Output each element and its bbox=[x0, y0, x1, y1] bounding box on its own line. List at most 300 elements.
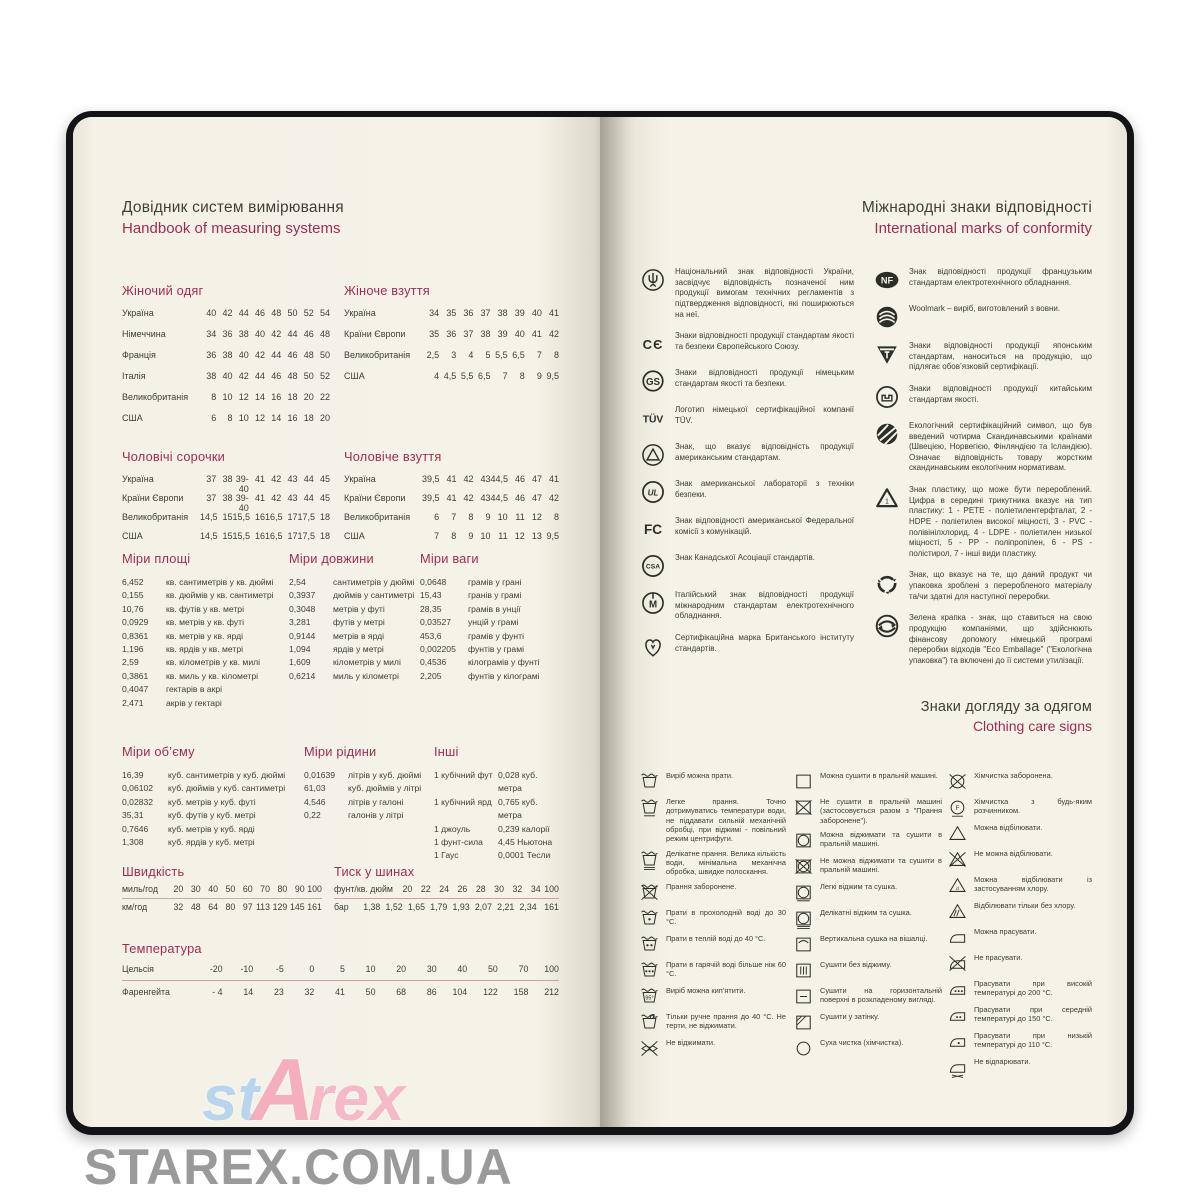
size-value: 40 bbox=[254, 329, 265, 339]
section-heading: Міри довжини bbox=[289, 551, 374, 566]
measure-quantity: 1 кубічний ярд bbox=[434, 796, 492, 807]
row-label: фунт/кв. дюйм bbox=[334, 884, 393, 894]
measure-value: 1,094 bbox=[289, 644, 311, 655]
measure-unit: куб. ярдів у куб. метрі bbox=[168, 837, 255, 848]
sq-c-u2-icon bbox=[794, 908, 813, 929]
care-sign-item bbox=[794, 986, 942, 1007]
size-value: 8 bbox=[519, 371, 525, 381]
size-value: 46 bbox=[254, 308, 265, 318]
size-values bbox=[200, 392, 330, 402]
size-value: 39-40 bbox=[235, 493, 249, 513]
size-value: 10 bbox=[497, 512, 508, 522]
size-value: 41 bbox=[254, 474, 265, 484]
m-jis-icon bbox=[874, 341, 900, 367]
sq-3v-icon bbox=[794, 960, 813, 981]
country-label: Великобританія bbox=[122, 392, 189, 402]
table-women-clothing bbox=[122, 283, 330, 434]
table-value: 212 bbox=[544, 987, 559, 997]
size-value: 44 bbox=[271, 350, 282, 360]
table-value: 97 bbox=[242, 902, 253, 912]
size-row bbox=[344, 371, 559, 392]
size-values bbox=[422, 474, 559, 484]
size-value: 50 bbox=[303, 371, 314, 381]
tub-d1-icon bbox=[640, 908, 659, 929]
care-description: Сушити без віджиму. bbox=[820, 959, 892, 969]
measure-unit: гектарів в акрі bbox=[166, 684, 223, 695]
measure-unit: кв. сантиметрів у кв. дюймі bbox=[166, 577, 274, 587]
care-sign-item bbox=[948, 1031, 1092, 1052]
mark-description: Знак, що вказує на те, що даний продукт чи упаковка зроблені з переробленого матеріалу та/чи здатні для наступної переробки. bbox=[909, 570, 1092, 601]
care-description: Хімчистка з будь-яким розчинником. bbox=[974, 797, 1092, 816]
size-value: 34 bbox=[206, 329, 217, 339]
measure-quantity: 1 Гаус bbox=[434, 850, 459, 861]
size-value: 16 bbox=[254, 512, 265, 522]
m-wool-icon bbox=[874, 304, 900, 330]
section-heading: Температура bbox=[122, 941, 202, 956]
table-value: 14 bbox=[243, 987, 254, 997]
tub-u1-icon bbox=[640, 797, 659, 818]
table-value: 86 bbox=[426, 987, 437, 997]
measure-unit: грамів у фунті bbox=[468, 630, 525, 641]
care-sign-item bbox=[794, 856, 942, 877]
measure-value: 2,471 bbox=[122, 697, 144, 708]
conformity-mark-item bbox=[640, 590, 854, 622]
measure-equivalent: 0,765 куб. метра bbox=[498, 796, 538, 821]
conformity-marks-column-1 bbox=[640, 267, 854, 670]
size-value: 7 bbox=[502, 371, 508, 381]
care-sign-item bbox=[794, 1038, 942, 1059]
care-sign-item bbox=[794, 830, 942, 851]
care-description: Сушити на горизонтальній поверхні в розкладеному вигляді. bbox=[820, 985, 942, 1005]
size-value: 44 bbox=[287, 329, 298, 339]
tub-95-icon bbox=[640, 986, 659, 1007]
tub-icon bbox=[640, 771, 659, 792]
size-value: 43 bbox=[480, 474, 491, 484]
measure-row bbox=[289, 656, 417, 669]
measure-unit: куб. метрів у куб. футі bbox=[168, 796, 256, 807]
measure-value: 1,609 bbox=[289, 657, 311, 668]
table-value: 1,52 bbox=[385, 902, 403, 912]
size-value: 39 bbox=[497, 329, 508, 339]
conformity-mark-item bbox=[874, 570, 1092, 602]
size-value: 8 bbox=[227, 413, 233, 423]
row-values bbox=[394, 884, 559, 894]
table-value: 145 bbox=[289, 902, 305, 912]
size-value: 43 bbox=[287, 474, 298, 484]
measure-row bbox=[122, 643, 284, 656]
size-value: 14 bbox=[271, 413, 282, 423]
measure-value: 1,308 bbox=[122, 837, 144, 848]
country-label: Великобританія bbox=[344, 350, 411, 360]
table-value: 1,38 bbox=[363, 902, 381, 912]
size-value: 8 bbox=[468, 512, 474, 522]
conformity-mark-item bbox=[640, 553, 854, 579]
conformity-mark-item bbox=[640, 331, 854, 357]
care-description: Прасувати при високій температурі до 200 °С. bbox=[974, 979, 1092, 998]
size-values bbox=[422, 308, 559, 318]
size-value: 20 bbox=[303, 392, 314, 402]
m-ccc-icon bbox=[874, 384, 900, 410]
logo-st: st bbox=[202, 1062, 259, 1134]
care-sign-item bbox=[948, 1057, 1092, 1078]
m-rec-tri-icon bbox=[874, 485, 900, 511]
table-value: - 4 bbox=[212, 987, 223, 997]
conformity-mark-item bbox=[640, 442, 854, 468]
size-value: 18 bbox=[287, 392, 298, 402]
starex-logo-watermark bbox=[202, 1040, 405, 1139]
m-imq-icon bbox=[640, 590, 666, 616]
size-value: 12 bbox=[514, 531, 525, 541]
measure-row bbox=[122, 616, 284, 629]
m-fcc-icon bbox=[640, 516, 666, 542]
measure-row bbox=[122, 656, 284, 669]
size-value: 15 bbox=[222, 531, 233, 541]
tri-icon bbox=[948, 823, 967, 844]
size-value: 15,5 bbox=[232, 512, 251, 522]
size-value: 14,5 bbox=[200, 531, 218, 541]
size-value: 40 bbox=[206, 308, 217, 318]
size-value: 37 bbox=[206, 493, 217, 503]
table-value: 2,21 bbox=[497, 902, 515, 912]
measure-value: 0,06102 bbox=[122, 783, 154, 794]
table-weight-measures bbox=[420, 551, 559, 683]
mark-description: Знак відповідності американської Федеральної комісії з комунікацій. bbox=[675, 516, 854, 536]
measure-value: 0,155 bbox=[122, 590, 144, 601]
measure-value: 0,002205 bbox=[420, 644, 456, 655]
row-label: Цельсія bbox=[122, 964, 154, 974]
measure-row bbox=[289, 643, 417, 656]
country-label: США bbox=[344, 371, 365, 381]
size-value: 34 bbox=[429, 308, 440, 318]
measure-equivalent: 0,028 куб. метра bbox=[498, 770, 538, 794]
row-label: бар bbox=[334, 902, 349, 912]
size-value: 42 bbox=[222, 308, 233, 318]
conformity-mark-item bbox=[874, 384, 1092, 410]
size-row bbox=[122, 308, 330, 329]
conformity-mark-item bbox=[874, 613, 1092, 666]
care-sign-item bbox=[948, 849, 1092, 870]
size-value: 4,5 bbox=[443, 371, 457, 381]
table-men-shoes bbox=[344, 449, 559, 550]
section-heading: Жіночий одяг bbox=[122, 283, 204, 298]
size-value: 14 bbox=[254, 392, 265, 402]
table-value: 100 bbox=[544, 964, 559, 974]
table-value: 20 bbox=[402, 884, 413, 894]
size-value: 48 bbox=[287, 371, 298, 381]
care-description: Виріб можна кип’ятити. bbox=[666, 985, 746, 995]
size-value: 42 bbox=[548, 493, 559, 503]
country-label: Країни Європи bbox=[122, 493, 184, 503]
size-value: 48 bbox=[271, 308, 282, 318]
measure-value: 0,01639 bbox=[304, 770, 336, 780]
size-value: 16 bbox=[271, 392, 282, 402]
right-page bbox=[600, 117, 1127, 1127]
care-description: Можна сушити в пральній машині. bbox=[820, 771, 938, 780]
measure-row bbox=[122, 589, 284, 602]
measure-value: 0,3937 bbox=[289, 590, 316, 601]
measure-unit: дюймів у сантиметрі bbox=[333, 590, 415, 601]
size-value: 2,5 bbox=[426, 350, 440, 360]
measure-unit: грамів у грані bbox=[468, 577, 522, 587]
table-value: 0 bbox=[309, 964, 315, 974]
size-value: 52 bbox=[303, 308, 314, 318]
conformity-mark-item bbox=[640, 633, 854, 659]
care-description: Хімчистка заборонена. bbox=[974, 771, 1053, 780]
care-signs-column-1 bbox=[640, 771, 786, 1064]
row-values bbox=[166, 902, 322, 912]
care-description: Легке прання. Точно дотримуватись температури води, не піддавати сильній механічній обробці, при віджимі - повільний режим центрифуги. bbox=[666, 797, 786, 844]
size-value: 46 bbox=[271, 371, 282, 381]
table-value: 50 bbox=[225, 884, 236, 894]
m-csa-icon bbox=[640, 553, 666, 579]
measure-value: 2,59 bbox=[122, 657, 139, 668]
size-row bbox=[122, 413, 330, 434]
tri-cl-icon bbox=[948, 875, 967, 896]
size-value: 18 bbox=[303, 413, 314, 423]
size-value: 48 bbox=[303, 350, 314, 360]
measure-unit: куб. дюймів у куб. сантиметрі bbox=[168, 783, 286, 794]
measure-unit: кв. дюймів у кв. сантиметрі bbox=[166, 590, 274, 601]
m-rec-icon bbox=[874, 570, 900, 596]
open-pages bbox=[73, 117, 1127, 1127]
conformity-mark-item bbox=[874, 267, 1092, 293]
sq-c-icon bbox=[794, 830, 813, 851]
size-value: 40 bbox=[514, 329, 525, 339]
size-value: 43 bbox=[480, 493, 491, 503]
iron-x-icon bbox=[948, 953, 967, 974]
care-sign-item bbox=[794, 934, 942, 955]
measure-unit: куб. футів у куб. метрі bbox=[168, 810, 256, 821]
section-heading: Чоловіче взуття bbox=[344, 449, 442, 464]
care-description: Не можна віджимати та сушити в пральній машині. bbox=[820, 855, 942, 875]
m-nf-icon bbox=[874, 267, 900, 293]
size-value: 20 bbox=[319, 413, 330, 423]
table-value: 104 bbox=[452, 987, 468, 997]
table-value: 122 bbox=[483, 987, 498, 997]
mark-description: Знак американської лабораторії з техніки безпеки. bbox=[675, 479, 854, 499]
size-value: 44 bbox=[254, 371, 265, 381]
mark-description: Знаки відповідності продукції німецьким стандартам якості та безпеки. bbox=[675, 368, 854, 388]
table-value: 32 bbox=[304, 987, 315, 997]
table-value: 24 bbox=[439, 884, 449, 894]
table-value: 50 bbox=[487, 964, 498, 974]
size-row bbox=[122, 474, 330, 493]
size-row bbox=[122, 329, 330, 350]
size-value: 38 bbox=[480, 329, 491, 339]
size-value: 9 bbox=[536, 371, 542, 381]
tub-d2-icon bbox=[640, 934, 659, 955]
size-value: 17,5 bbox=[297, 512, 316, 522]
measure-value: 4,546 bbox=[304, 796, 326, 807]
section-heading: Швидкість bbox=[122, 864, 185, 879]
care-sign-item bbox=[948, 901, 1092, 922]
size-value: 35 bbox=[429, 329, 440, 339]
table-other-measures bbox=[434, 744, 559, 863]
table-value: 23 bbox=[273, 987, 284, 997]
row-values bbox=[166, 884, 322, 894]
country-label: Франція bbox=[122, 350, 156, 360]
size-value: 36 bbox=[463, 308, 474, 318]
size-value: 42 bbox=[463, 474, 474, 484]
size-value: 42 bbox=[548, 329, 559, 339]
size-values bbox=[422, 350, 559, 360]
table-volume-measures bbox=[122, 744, 294, 849]
size-value: 39,5 bbox=[422, 474, 440, 484]
size-value: 50 bbox=[287, 308, 298, 318]
care-sign-item bbox=[948, 979, 1092, 1000]
measure-value: 0,4047 bbox=[122, 684, 149, 695]
measure-row bbox=[420, 603, 559, 616]
table-value: 5 bbox=[339, 964, 345, 974]
measure-value: 0,4536 bbox=[420, 657, 447, 668]
size-value: 41 bbox=[548, 474, 559, 484]
sq-icon bbox=[794, 771, 813, 792]
section-heading: Тиск у шинах bbox=[334, 864, 415, 879]
table-value: 2,34 bbox=[519, 902, 537, 912]
size-value: 41 bbox=[531, 329, 542, 339]
pressure-row-bar bbox=[334, 899, 559, 916]
conformity-mark-item bbox=[640, 405, 854, 431]
table-value: 34 bbox=[530, 884, 541, 894]
table-value: 30 bbox=[190, 884, 201, 894]
measure-unit: кв. кілометрів у кв. милі bbox=[166, 657, 261, 668]
measure-row bbox=[420, 589, 559, 602]
size-value: 13 bbox=[531, 531, 542, 541]
speed-row-mph bbox=[122, 881, 322, 899]
measure-row bbox=[420, 616, 559, 629]
right-title-uk: Міжнародні знаки відповідності bbox=[861, 199, 1092, 216]
size-value: 39 bbox=[514, 308, 525, 318]
sq-x-icon bbox=[794, 797, 813, 818]
mark-description: Сертифікаційна марка Британського інституту стандартів. bbox=[675, 633, 854, 653]
size-values bbox=[200, 308, 330, 318]
country-label: США bbox=[122, 531, 143, 541]
size-row bbox=[122, 493, 330, 512]
size-row bbox=[344, 474, 559, 493]
size-value: 36 bbox=[446, 329, 457, 339]
measure-value: 61,03 bbox=[304, 783, 326, 794]
size-value: 5 bbox=[485, 350, 491, 360]
size-value: 46 bbox=[514, 493, 525, 503]
measure-value: 0,9144 bbox=[289, 630, 316, 641]
sq-c-u1-icon bbox=[794, 882, 813, 903]
measure-quantity: 1 джоуль bbox=[434, 823, 471, 834]
pressure-row-psi bbox=[334, 881, 559, 899]
care-sign-item bbox=[640, 1038, 786, 1059]
size-value: 9 bbox=[485, 512, 491, 522]
m-bsi-icon bbox=[640, 633, 666, 659]
table-value: 30 bbox=[494, 884, 504, 894]
measure-row bbox=[289, 603, 417, 616]
measure-row bbox=[122, 576, 284, 589]
care-description: Не прасувати. bbox=[974, 953, 1023, 962]
size-values bbox=[200, 512, 330, 522]
measure-unit: кв. ярдів у кв. метрі bbox=[166, 644, 244, 655]
table-value: 1,79 bbox=[430, 902, 448, 912]
measure-row bbox=[122, 823, 294, 836]
size-value: 16,5 bbox=[265, 512, 283, 522]
tub-u2-icon bbox=[640, 849, 659, 870]
table-value: 70 bbox=[518, 964, 529, 974]
size-value: 7 bbox=[536, 350, 542, 360]
measure-unit: фунтів у грамі bbox=[468, 644, 525, 655]
section-heading: Міри об’єму bbox=[122, 744, 195, 759]
table-value: -5 bbox=[275, 964, 284, 974]
row-label: миль/год bbox=[122, 884, 158, 894]
measure-unit: фунтів у кілограмі bbox=[468, 670, 540, 681]
section-heading: Міри рідини bbox=[304, 744, 377, 759]
measure-row bbox=[122, 796, 294, 809]
care-description: Прати в теплій воді до 40 °С. bbox=[666, 933, 766, 943]
care-description: Прати в гарячій воді більше ніж 60 °С. bbox=[666, 959, 786, 978]
table-value: 129 bbox=[272, 902, 288, 912]
care-sign-item bbox=[794, 960, 942, 981]
size-row bbox=[344, 531, 559, 550]
section-heading: Жіноче взуття bbox=[344, 283, 430, 298]
size-value: 11 bbox=[515, 512, 525, 522]
section-heading: Чоловічі сорочки bbox=[122, 449, 226, 464]
conformity-mark-item bbox=[640, 267, 854, 320]
size-value: 41 bbox=[254, 493, 265, 503]
measure-row bbox=[420, 630, 559, 643]
size-values bbox=[200, 531, 330, 541]
measure-value: 453,6 bbox=[420, 630, 442, 641]
care-sign-item bbox=[640, 882, 786, 903]
conformity-mark-item bbox=[874, 485, 1092, 559]
measure-row bbox=[434, 836, 559, 849]
size-value: 4 bbox=[434, 371, 440, 381]
size-row bbox=[344, 308, 559, 329]
mark-description: Логотип німецької сертифікаційної компанії TÜV. bbox=[675, 405, 854, 425]
size-value: 6 bbox=[211, 413, 217, 423]
measure-value: 2,205 bbox=[420, 670, 442, 681]
table-value: 1,93 bbox=[452, 902, 470, 912]
measure-row bbox=[289, 630, 417, 643]
size-value: 35 bbox=[446, 308, 457, 318]
table-value: -10 bbox=[240, 964, 254, 974]
measure-row bbox=[420, 576, 559, 589]
table-value: 26 bbox=[457, 884, 468, 894]
size-value: 39,5 bbox=[422, 493, 440, 503]
m-tuv-icon bbox=[640, 405, 666, 431]
country-label: Україна bbox=[344, 308, 376, 318]
measure-value: 0,8361 bbox=[122, 630, 149, 641]
conformity-mark-item bbox=[640, 516, 854, 542]
care-sign-item bbox=[640, 986, 786, 1007]
size-value: 44,5 bbox=[490, 493, 509, 503]
size-values bbox=[200, 371, 330, 381]
table-value: 32 bbox=[512, 884, 523, 894]
table-value: 80 bbox=[225, 902, 236, 912]
country-label: Україна bbox=[122, 308, 154, 318]
care-description: Не можна відбілювати. bbox=[974, 849, 1053, 858]
circ-f-icon bbox=[948, 797, 967, 818]
measure-unit: літрів у галоні bbox=[348, 796, 404, 807]
size-value: 12 bbox=[531, 512, 542, 522]
twist-x-icon bbox=[640, 1038, 659, 1059]
measure-row bbox=[420, 670, 559, 683]
size-value: 4 bbox=[468, 350, 474, 360]
left-title-uk: Довідник систем вимірювання bbox=[122, 199, 344, 216]
table-value: 41 bbox=[335, 987, 345, 997]
size-value: 37 bbox=[480, 308, 491, 318]
logo-rex: rex bbox=[308, 1062, 405, 1134]
size-row bbox=[344, 329, 559, 350]
care-sign-item bbox=[794, 908, 942, 929]
care-sign-item bbox=[640, 934, 786, 955]
size-value: 40 bbox=[531, 308, 542, 318]
table-value: 1,65 bbox=[407, 902, 425, 912]
